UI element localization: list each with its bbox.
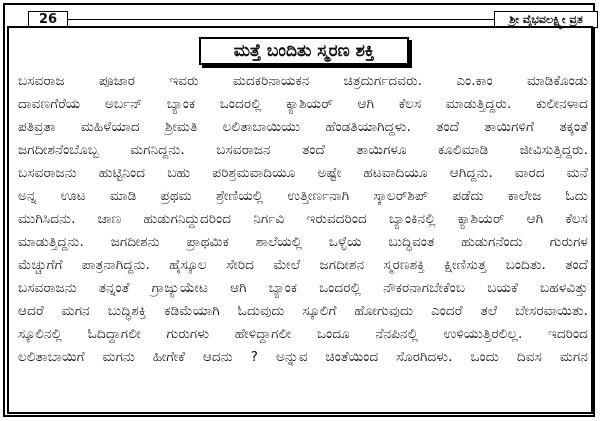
running-header-title: ಶ್ರೀ ವೈಭವಲಕ್ಷ್ಮೀ ವ್ರತ [494,11,598,28]
body-line: ಪತಿವ್ರತಾ ಮಹಿಳೆಯಾದ ಶ್ರೀಮತಿ ಲಲಿತಾಬಾಯಿಯು ಹೆಂಡತಿಯಾಗಿದ್ದಳು. ತಂದೆ ತಾಯಿಗಳಿಗೆ ತಕ್ಕಂತೆ [18,119,588,135]
body-line: ಮುಗಿಸಿದನು. ಜಾಣ ಹುಡುಗನಿದ್ದುದರಿಂದ ನಿರ್ಗವಿ ಇರುವದರಿಂದ ಬ್ಯಾಂಕಿನಲ್ಲಿ ಕ್ಯಾಶಿಯರ್ ಆಗಿ ಕೆಲಸ [18,211,588,227]
body-line: ಮೆಚ್ಚುಗೆಗೆ ಪಾತ್ರನಾಗಿದ್ದನು. ಹೈಸ್ಕೂಲ ಸೇರಿದ ಮೇಲೆ ಜಗದೀಶನ ಸ್ಮರಣಶಕ್ತಿ ಕ್ಷೀಣಿಸುತ್ತ ಬಂದಿತು. ತಂದೆ [18,257,588,273]
body-line: ಬಸವರಾಜನು ತನ್ನಂತೆ ಗ್ರಾಜ್ಯುಯೇಟ ಆಗಿ ಬ್ಯಾಂಕ ಒಂದರಲ್ಲಿ ನೌಕರನಾಗಬೇಕೆಂಬ ಬಯಕೆ ಬಹಳವಿತ್ತು [18,280,588,296]
body-line: ಸ್ಕೂಲಿನಲ್ಲಿ ಓದಿದ್ದಾಗಲೀ ಗುರುಗಳು ಹೇಳಿದ್ದಾಗಲೀ ಒಂದೂ ನೆನಪಿನಲ್ಲಿ ಉಳಿಯುತ್ತಿರಲಿಲ್ಲ. ಇದರಿಂದ [18,326,588,342]
page-header [6,6,594,28]
page-number: 26 [28,11,68,28]
body-line: ಲಲಿತಾಬಾಯಿಗೆ ಮಗನು ಹೀಗೇಕೆ ಆದನು ? ಅನ್ನುವ ಚಿಂತೆಯಿಂದ ಸೊರಗಿದಳು. ಒಂದು ದಿವಸ ಮಗನ [18,349,588,365]
body-line: ಬಸವರಾಜನು ಹುಟ್ಟಿನಿಂದ ಬಹು ಪರಿಶ್ರಮವಾದಿಯೂ ಅಷ್ಟೇ ಹಟವಾದಿಯೂ ಆಗಿದ್ದನು. ವಾರದ ಮನೆ [18,165,588,181]
body-line: ಬಸವರಾಜ ಪೂಜಾರ ಇವರು ಮದಕರಿನಾಯಕನ ಚಿತ್ರದುರ್ಗದವರು. ಎಂ.ಕಾಂ ಮಾಡಿಕೊಂಡು [18,73,588,89]
body-line: ಆದರೆ ಮಗನ ಬುದ್ಧಿಶಕ್ತಿ ಕಡಿಮೆಯಾಗಿ ಓದುವುದು ಸ್ಕೂಲಿಗೆ ಹೋಗುವುದು ಎಂದರೆ ತಲೆ ಬೇಸರವಾಯಿತು. [18,303,588,319]
article-title: ಮತ್ತೆ ಬಂದಿತು ಸ್ಮರಣ ಶಕ್ತಿ [199,37,409,65]
body-line: ಜಗದೀಶನೆಂಬೊಬ್ಬ ಮಗನಿದ್ದನು. ಬಸವರಾಜನ ತಂದೆ ತಾಯಿಗಳೂ ಕೂಲಿಮಾಡಿ ಜೀವಿಸುತ್ತಿದ್ದರು. [18,142,588,158]
body-line: ದಾವಣಗೆರೆಯ ಅರ್ಬನ್ ಬ್ಯಾಂಕ ಒಂದರಲ್ಲಿ ಕ್ಯಾಶಿಯರ್ ಆಗಿ ಕೆಲಸ ಮಾಡುತ್ತಿದ್ದರು. ಕುಲೀನಳಾದ [18,96,588,112]
header-rule [68,19,494,20]
body-line: ಅನ್ನ ಊಟ ಮಾಡಿ ಪ್ರಥಮ ಶ್ರೇಣಿಯಲ್ಲಿ ಉತ್ತೀರ್ಣನಾಗಿ ಸ್ಕಾಲರ್‌ಶಿಪ್ ಪಡೆದು ಕಾಲೇಜ ಓದು [18,188,588,204]
body-line: ಮಾಡುತ್ತಿದ್ದನು. ಜಗದೀಶನು ಪ್ರಾಥಮಿಕ ಶಾಲೆಯಲ್ಲಿ ಒಳ್ಳೆಯ ಬುದ್ಧಿವಂತ ಹುಡುಗನೆಂದು ಗುರುಗಳ [18,234,588,250]
article-body [18,70,588,369]
